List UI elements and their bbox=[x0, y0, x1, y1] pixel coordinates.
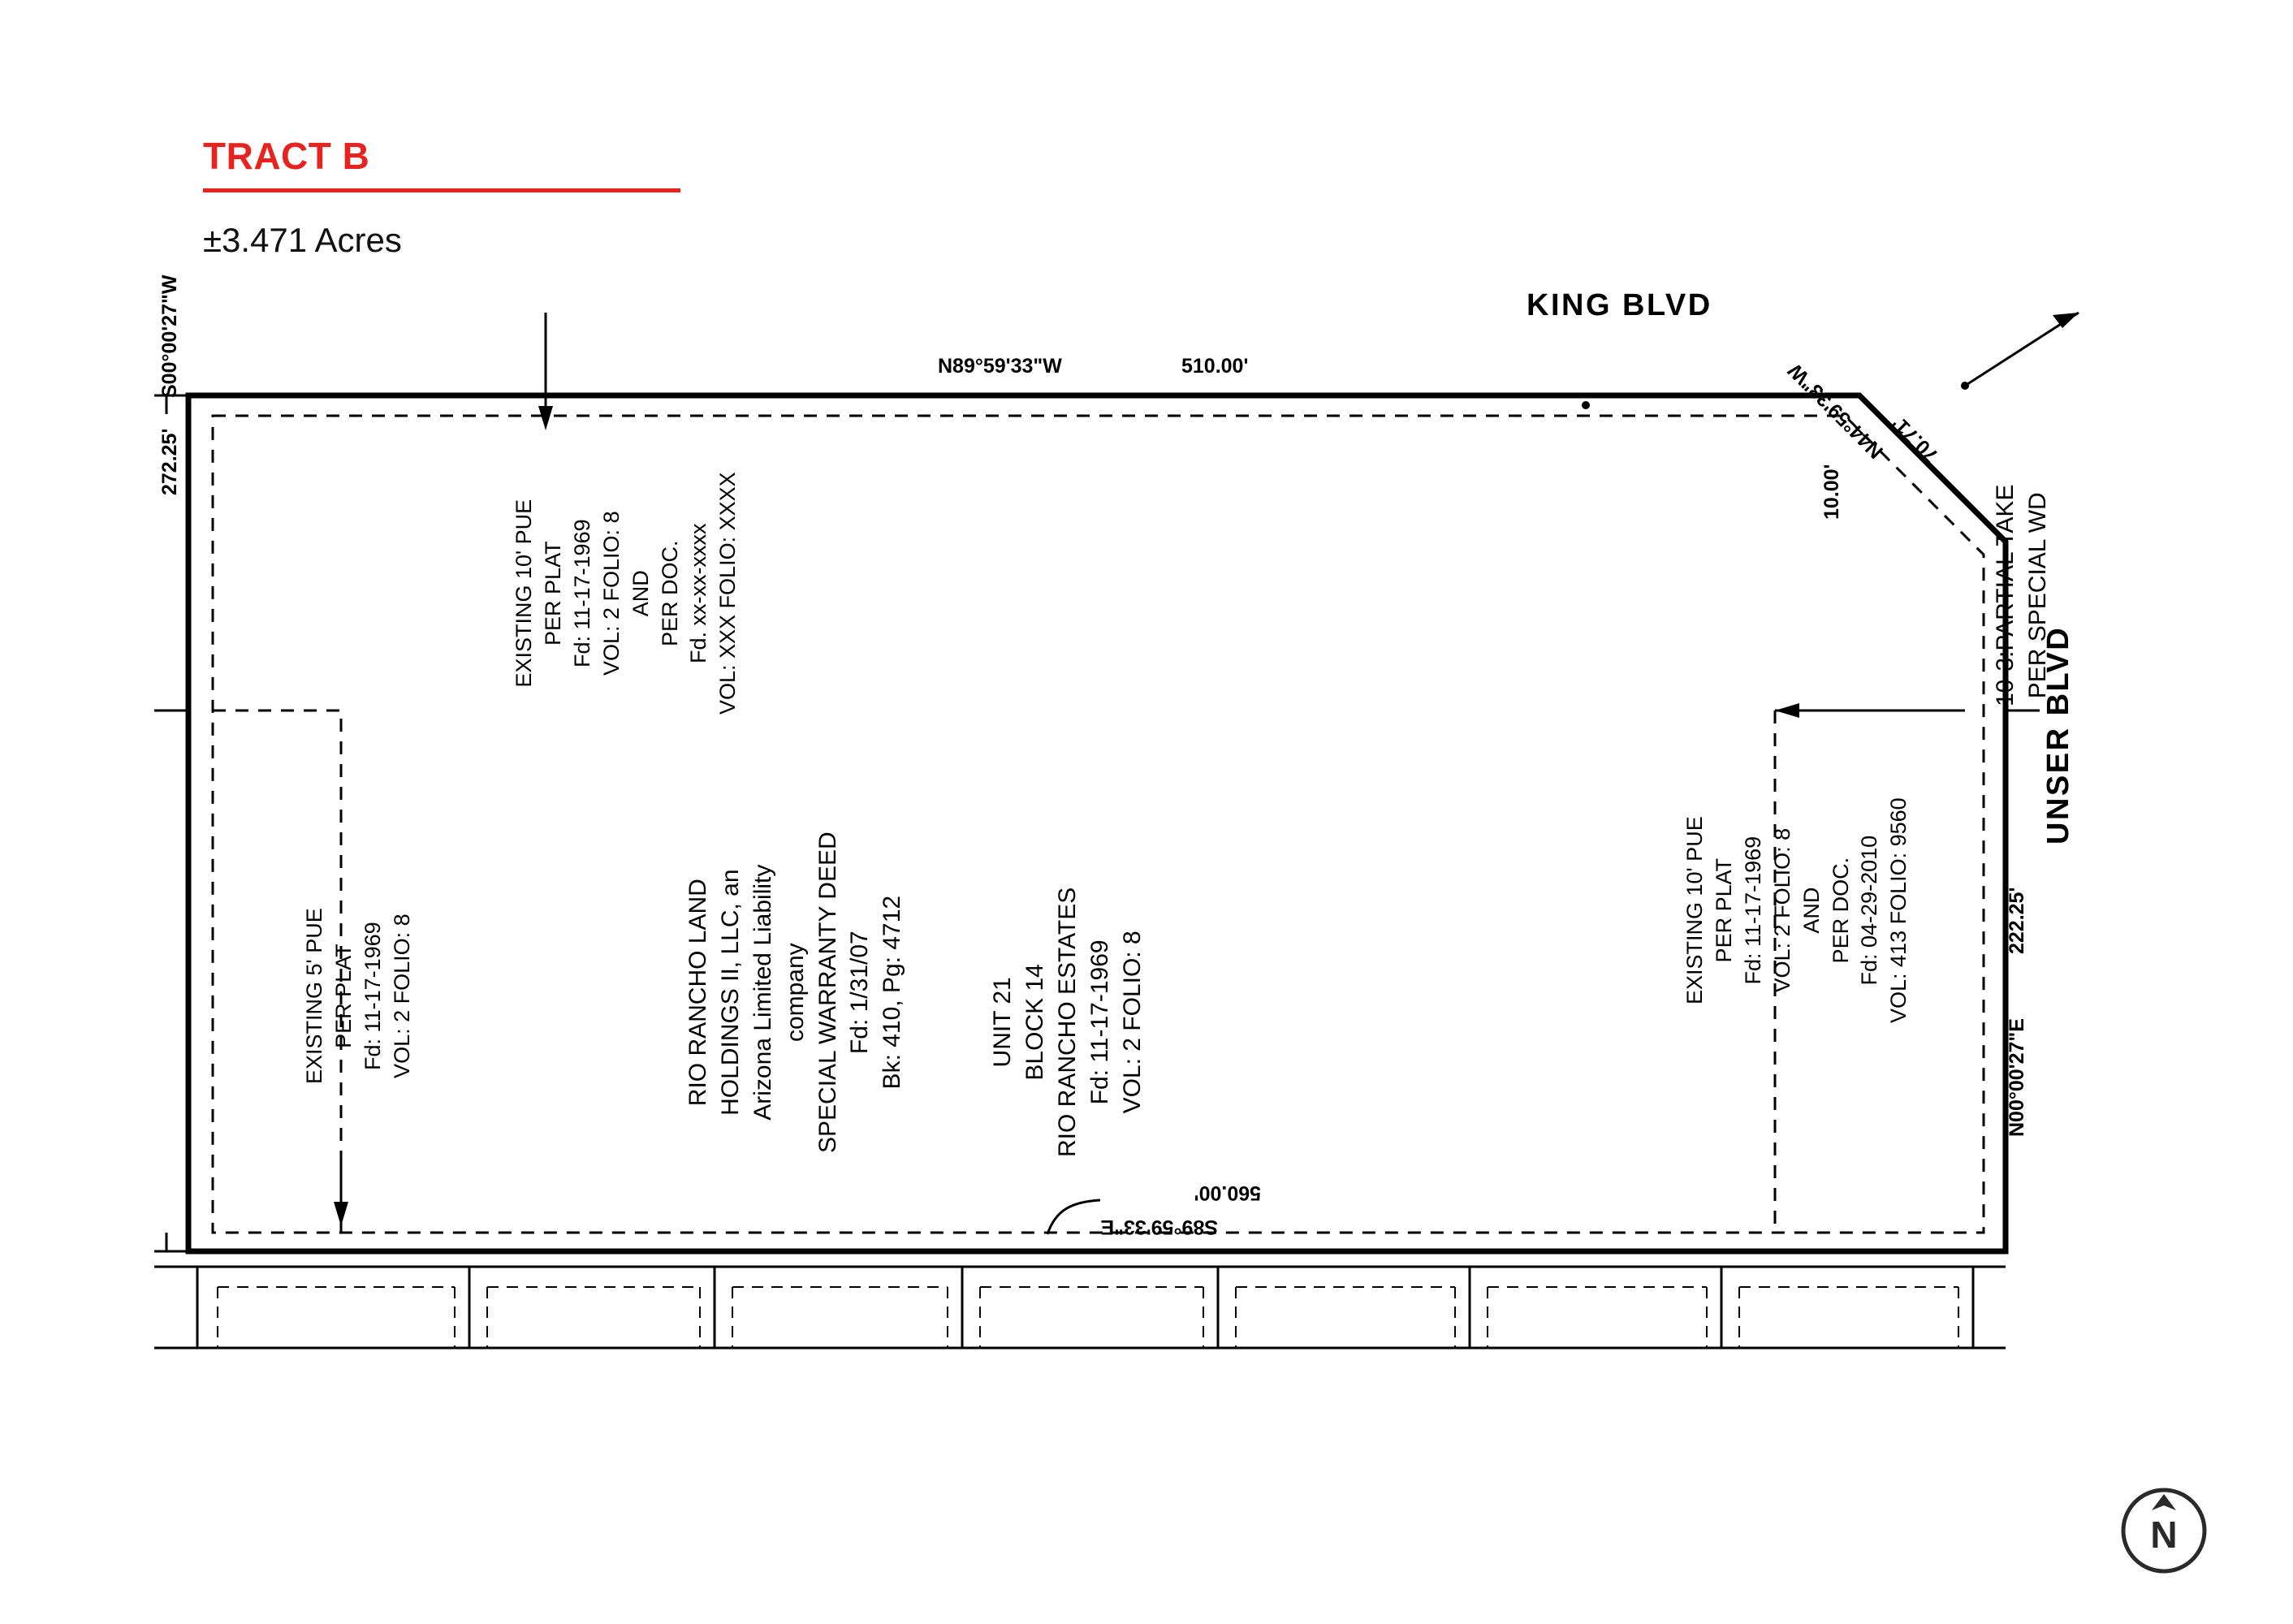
annotation-owner bbox=[682, 831, 909, 1153]
bearing-south: S89°59'33"E bbox=[1100, 1216, 1218, 1238]
annotation-line: EXISTING 10' PUE bbox=[1682, 816, 1707, 1005]
annotation-line: PER PLAT bbox=[1711, 857, 1736, 963]
annotation-line: PER PLAT bbox=[330, 944, 356, 1048]
annotation-line: PER DOC. bbox=[1828, 857, 1853, 964]
distance-corner-offset: 10.00' bbox=[1820, 464, 1843, 520]
annotation-line: AND bbox=[1799, 887, 1824, 934]
street-label-unser-blvd: UNSER BLVD bbox=[2041, 625, 2075, 844]
distance-south: 560.00' bbox=[1194, 1181, 1261, 1204]
leader-pue-10-right bbox=[1775, 703, 1965, 718]
annotation-line: Fd: 1/31/07 bbox=[846, 931, 874, 1055]
annotation-line: EXISTING 5' PUE bbox=[302, 908, 326, 1084]
annotation-line: VOL: XXX FOLIO: XXXX bbox=[715, 472, 741, 715]
annotation-line: AND bbox=[628, 570, 653, 617]
annotation-line: VOL: 413 FOLIO: 9560 bbox=[1886, 797, 1911, 1023]
leader-partial-take bbox=[1961, 313, 2079, 390]
bearing-diagonal: N44°59'33"W bbox=[1783, 359, 1888, 463]
svg-text:N: N bbox=[2150, 1514, 2178, 1556]
annotation-line: VOL: 2 FOLIO: 8 bbox=[1118, 931, 1146, 1114]
leader-south-bearing bbox=[1047, 1200, 1100, 1234]
annotation-line: VOL: 2 FOLIO: 8 bbox=[1769, 827, 1794, 993]
distance-west: 272.25' bbox=[158, 428, 181, 495]
street-label-king-blvd: KING BLVD bbox=[1527, 288, 1712, 322]
annotation-line: PER DOC. bbox=[657, 540, 682, 646]
distance-north: 510.00' bbox=[1181, 355, 1249, 378]
south-lot-easement-dashed bbox=[218, 1287, 1958, 1348]
bearing-west: S00°00'27"W bbox=[158, 274, 181, 398]
annotation-line: PER SPECIAL WD bbox=[2023, 492, 2051, 699]
annotation-line: PER PLAT bbox=[540, 541, 565, 646]
annotation-line: Fd: 11-17-1969 bbox=[360, 922, 385, 1070]
annotation-line: Fd: 11-17-1969 bbox=[1086, 939, 1113, 1105]
leader-pue-10-left bbox=[538, 313, 553, 430]
annotation-line: HOLDINGS II, LLC, an bbox=[716, 869, 744, 1116]
leader-pue-5-left bbox=[334, 1153, 348, 1226]
title-underline bbox=[203, 188, 680, 192]
bearing-north: N89°59'33"W bbox=[938, 355, 1062, 378]
annotation-line: Fd: 11-17-1969 bbox=[1740, 836, 1765, 985]
annotation-line: UNIT 21 bbox=[989, 977, 1016, 1068]
annotation-line: 10-3:PARTIAL TAKE bbox=[1992, 484, 2019, 706]
tract-acreage: ±3.471 Acres bbox=[203, 221, 402, 259]
annotation-line: Arizona Limited Liability bbox=[749, 864, 776, 1121]
annotation-line: Fd: 11-17-1969 bbox=[569, 519, 594, 668]
north-arrow-icon bbox=[2119, 1486, 2209, 1575]
north-line-point-marker bbox=[1582, 401, 1590, 409]
annotation-line: VOL: 2 FOLIO: 8 bbox=[598, 511, 624, 676]
annotation-line: Bk: 410, Pg: 4712 bbox=[879, 895, 906, 1090]
annotation-pue-5-left bbox=[300, 908, 417, 1084]
annotation-line: EXISTING 10' PUE bbox=[512, 499, 536, 688]
annotation-line: RIO RANCHO ESTATES bbox=[1053, 887, 1081, 1157]
page-title: TRACT B bbox=[203, 135, 370, 177]
bearing-east: N00°00'27"E bbox=[2006, 1018, 2028, 1137]
annotation-partial-take bbox=[1989, 485, 2054, 706]
annotation-line: Fd. xx-xx-xxxx bbox=[686, 523, 711, 663]
annotation-line: BLOCK 14 bbox=[1021, 964, 1048, 1081]
annotation-subdivision bbox=[987, 888, 1148, 1157]
annotation-line: Fd: 04-29-2010 bbox=[1857, 835, 1882, 986]
annotation-line: SPECIAL WARRANTY DEED bbox=[814, 831, 841, 1153]
distance-east: 222.25' bbox=[2006, 887, 2028, 954]
annotation-line: RIO RANCHO LAND bbox=[684, 879, 711, 1107]
annotation-line: company bbox=[781, 943, 809, 1043]
annotation-pue-10-left bbox=[510, 472, 743, 715]
annotation-pue-10-right bbox=[1681, 797, 1914, 1023]
distance-diagonal: 70.71' bbox=[1887, 411, 1943, 467]
annotation-line: VOL: 2 FOLIO: 8 bbox=[389, 914, 414, 1078]
